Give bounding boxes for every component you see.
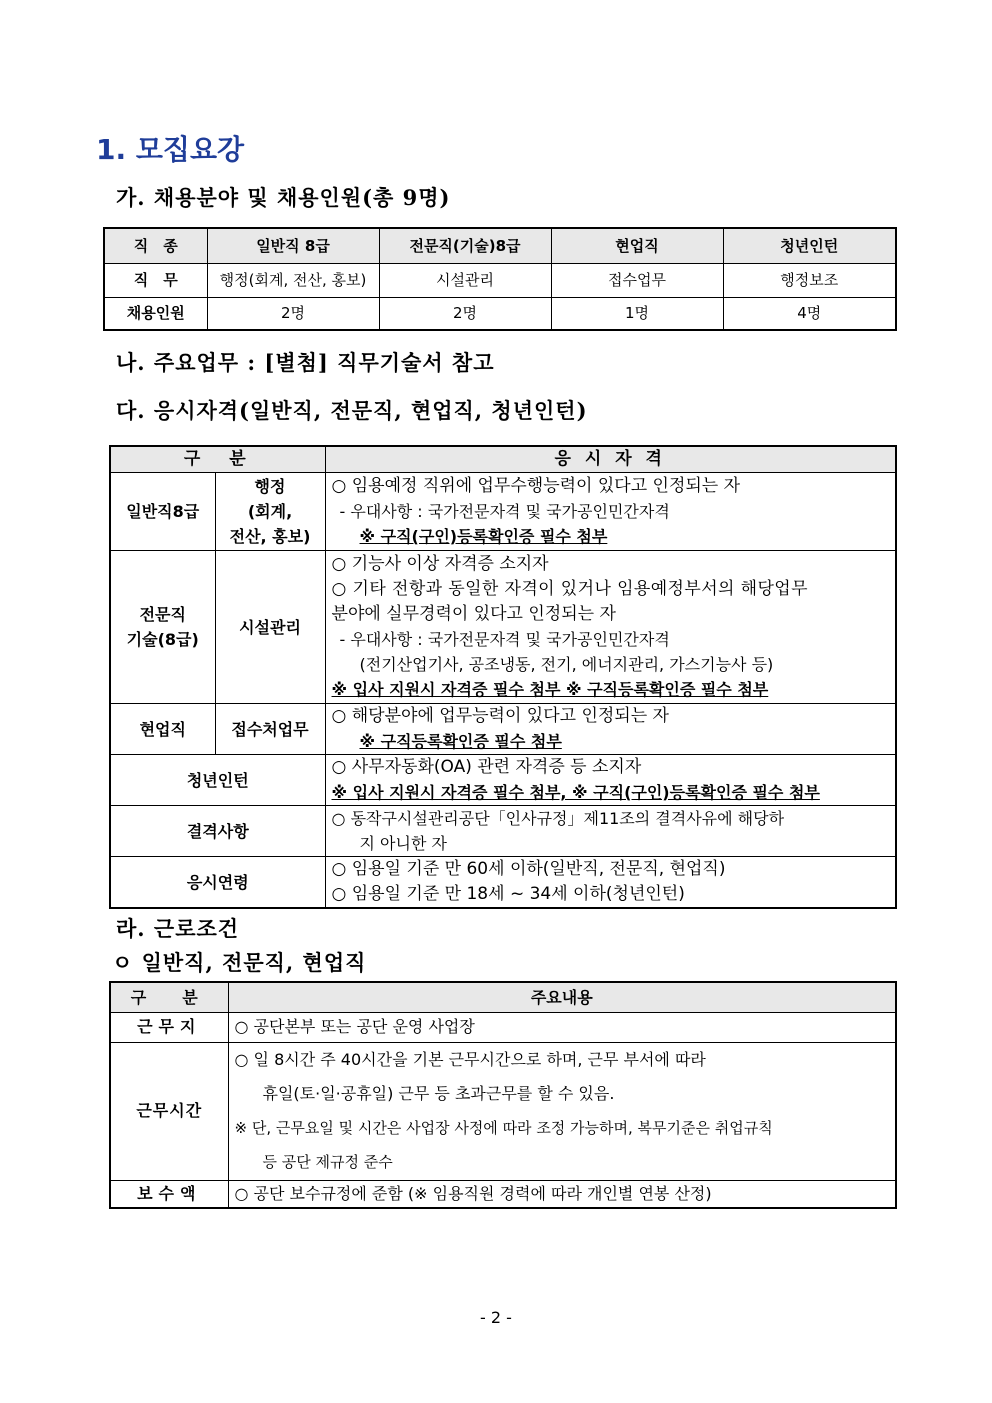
count-row <box>104 297 896 330</box>
row-hours <box>110 1042 896 1180</box>
hours-text <box>228 1042 896 1180</box>
duty-field: 접수업무 <box>551 263 723 297</box>
duty-general: 행정(회계, 전산, 홍보) <box>207 263 379 297</box>
working-conditions-table <box>109 981 897 1209</box>
tech-label-2: 기술(8급) <box>126 630 199 649</box>
field-line-2: ※ 구직등록확인증 필수 첨부 <box>359 732 562 751</box>
tech-label-1: 전문직 <box>139 605 186 624</box>
count-intern: 4명 <box>723 297 896 330</box>
tech-line-3: 분야에 실무경력이 있다고 인정되는 자 <box>331 604 616 624</box>
pay-text: ○ 공단 보수규정에 준함 (※ 임용직원 경력에 따라 개인별 연봉 산정) <box>228 1180 896 1208</box>
recruitment-table <box>103 227 897 331</box>
age-qualification <box>325 857 896 909</box>
page-title: 1. 모집요강 <box>96 133 245 166</box>
intern-label: 청년인턴 <box>110 755 325 806</box>
section-b-heading: 나. 주요업무 : [별첨] 직무기술서 참고 <box>116 350 495 375</box>
general-label: 일반직8급 <box>110 473 215 551</box>
qualification-header-left: 구 분 <box>110 446 325 473</box>
age-line-2: ○ 임용일 기준 만 18세 ~ 34세 이하(청년인턴) <box>331 884 685 904</box>
header-field: 현업직 <box>551 228 723 263</box>
field-label: 현업직 <box>110 704 215 755</box>
section-a-heading: 가. 채용분야 및 채용인원(총 9명) <box>116 185 451 210</box>
field-qualification <box>325 704 896 755</box>
disq-label: 결격사항 <box>110 806 325 857</box>
general-sub-1: 행정 <box>254 477 286 496</box>
general-line-1: ○ 임용예정 직위에 업무수행능력이 있다고 인정되는 자 <box>331 476 741 496</box>
tech-qualification <box>325 551 896 704</box>
place-label: 근무지 <box>110 1012 228 1042</box>
tech-line-2: ○ 기타 전항과 동일한 자격이 있거나 임용예정부서의 해당업무 <box>331 579 808 599</box>
row-age <box>110 857 896 909</box>
count-label: 채용인원 <box>104 297 207 330</box>
tech-line-4: - 우대사항 : 국가전문자격 및 국가공인민간자격 <box>339 630 670 649</box>
row-pay <box>110 1180 896 1208</box>
header-intern: 청년인턴 <box>723 228 896 263</box>
disq-qualification <box>325 806 896 857</box>
general-sub-3: 전산, 홍보) <box>229 527 311 546</box>
conditions-header-left: 구 분 <box>110 982 228 1012</box>
qualification-header-right: 응 시 자 격 <box>325 446 896 473</box>
header-job-type: 직 종 <box>104 228 207 263</box>
recruitment-header-row <box>104 228 896 263</box>
tech-line-5: (전기산업기사, 공조냉동, 전기, 에너지관리, 가스기능사 등) <box>359 655 774 674</box>
field-sub: 접수처업무 <box>215 704 325 755</box>
general-line-2: - 우대사항 : 국가전문자격 및 국가공인민간자격 <box>339 502 670 521</box>
hours-line-1: ○ 일 8시간 주 40시간을 기본 근무시간으로 하며, 근무 부서에 따라 <box>234 1050 706 1069</box>
row-field <box>110 704 896 755</box>
page-number: - 2 - <box>480 1308 512 1327</box>
hours-label: 근무시간 <box>110 1042 228 1180</box>
header-tech: 전문직(기술)8급 <box>379 228 551 263</box>
count-field: 1명 <box>551 297 723 330</box>
count-general: 2명 <box>207 297 379 330</box>
pay-label: 보수액 <box>110 1180 228 1208</box>
hours-line-3: ※ 단, 근무요일 및 시간은 사업장 사정에 따라 조정 가능하며, 복무기준은 취업규칙 <box>234 1119 773 1137</box>
tech-line-1: ○ 기능사 이상 자격증 소지자 <box>331 554 549 574</box>
row-place <box>110 1012 896 1042</box>
section-d-subheading: ㅇ 일반직, 전문직, 현업직 <box>112 950 367 975</box>
count-tech: 2명 <box>379 297 551 330</box>
general-line-3: ※ 구직(구인)등록확인증 필수 첨부 <box>359 527 608 546</box>
qualification-table <box>109 445 897 909</box>
intern-qualification <box>325 755 896 806</box>
general-sub-2: (회계, <box>247 502 293 521</box>
tech-line-6: ※ 입사 지원시 자격증 필수 첨부 ※ 구직등록확인증 필수 첨부 <box>331 680 769 699</box>
duty-tech: 시설관리 <box>379 263 551 297</box>
age-line-1: ○ 임용일 기준 만 60세 이하(일반직, 전문직, 현업직) <box>331 859 726 879</box>
header-general: 일반직 8급 <box>207 228 379 263</box>
disq-line-2: 지 아니한 자 <box>359 834 447 853</box>
intern-line-2: ※ 입사 지원시 자격증 필수 첨부, ※ 구직(구인)등록확인증 필수 첨부 <box>331 783 820 802</box>
row-disqualification <box>110 806 896 857</box>
row-tech <box>110 551 896 704</box>
conditions-header-right: 주요내용 <box>228 982 896 1012</box>
duty-intern: 행정보조 <box>723 263 896 297</box>
qualification-header-row <box>110 446 896 473</box>
section-d-heading: 라. 근로조건 <box>116 916 240 941</box>
disq-line-1: ○ 동작구시설관리공단「인사규정」제11조의 결격사유에 해당하 <box>331 809 785 828</box>
general-sub <box>215 473 325 551</box>
section-c-heading: 다. 응시자격(일반직, 전문직, 현업직, 청년인턴) <box>116 398 588 423</box>
general-qualification <box>325 473 896 551</box>
row-intern <box>110 755 896 806</box>
tech-label <box>110 551 215 704</box>
field-line-1: ○ 해당분야에 업무능력이 있다고 인정되는 자 <box>331 706 669 726</box>
duty-label: 직 무 <box>104 263 207 297</box>
row-general <box>110 473 896 551</box>
place-text: ○ 공단본부 또는 공단 운영 사업장 <box>228 1012 896 1042</box>
hours-line-4: 등 공단 제규정 준수 <box>262 1153 393 1171</box>
tech-sub: 시설관리 <box>215 551 325 704</box>
intern-line-1: ○ 사무자동화(OA) 관련 자격증 등 소지자 <box>331 757 642 777</box>
age-label: 응시연령 <box>110 857 325 909</box>
hours-line-2: 휴일(토·일·공휴일) 근무 등 초과근무를 할 수 있음. <box>262 1084 615 1103</box>
duty-row <box>104 263 896 297</box>
conditions-header-row <box>110 982 896 1012</box>
